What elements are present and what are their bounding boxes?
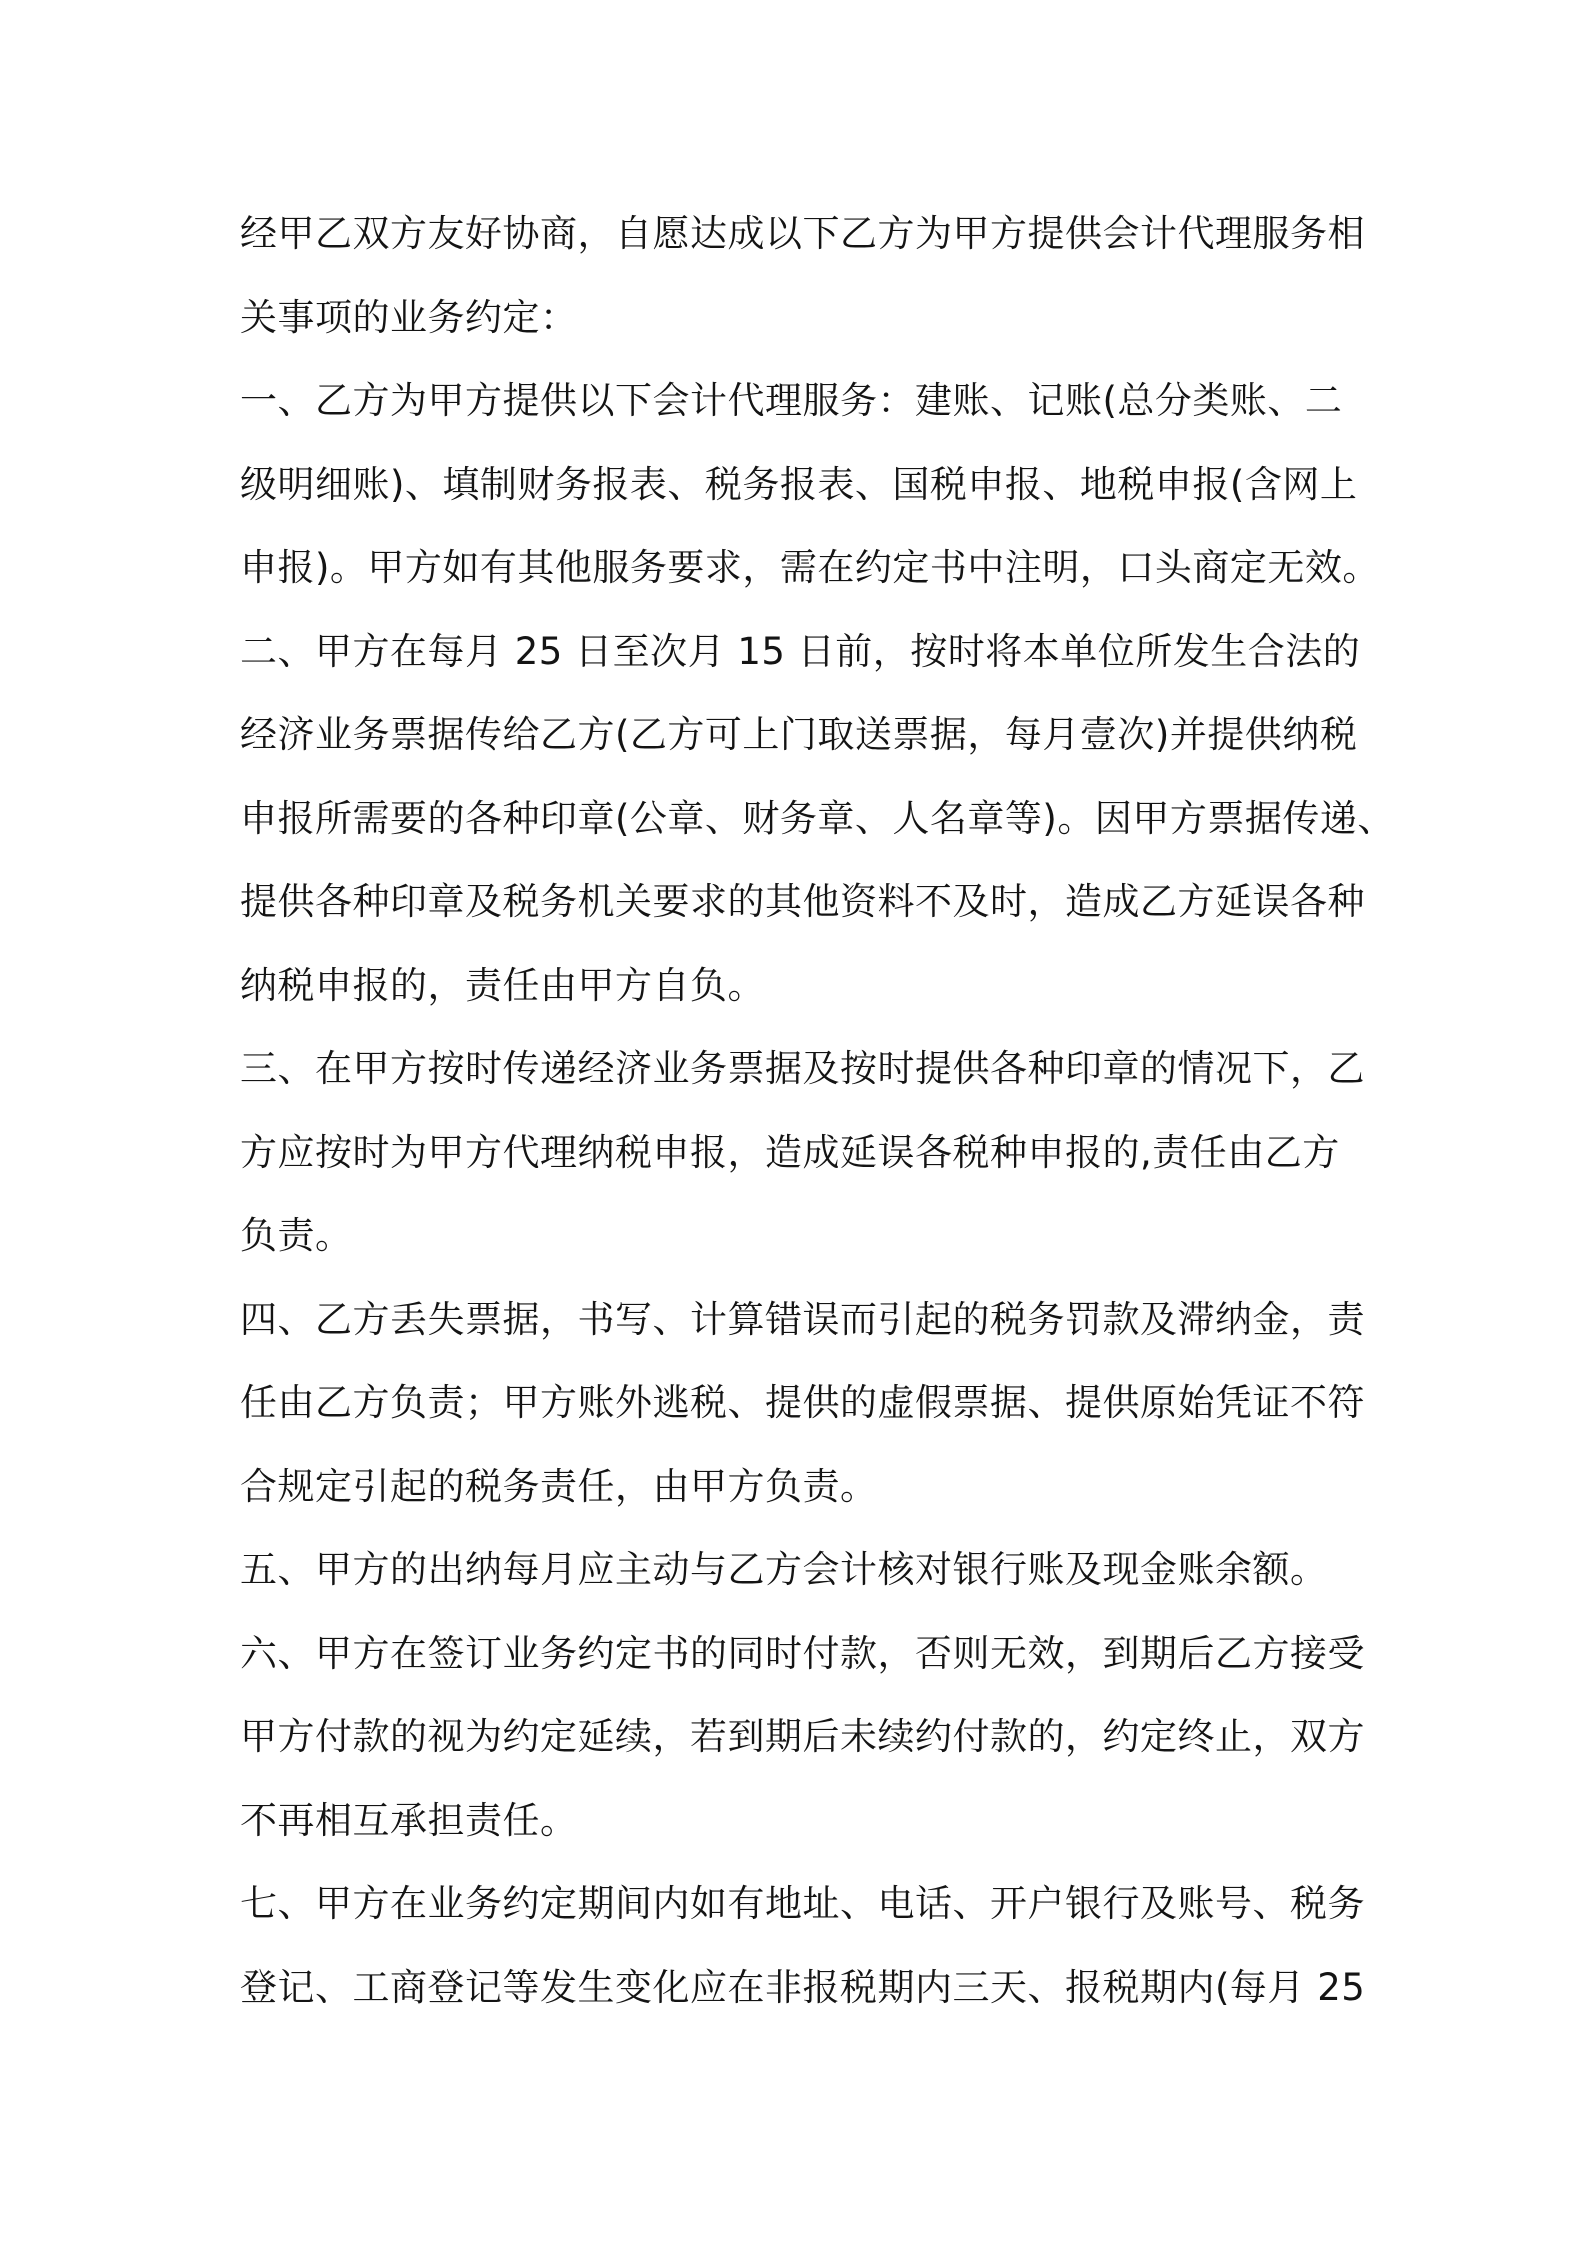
text-line: 级明细账)、填制财务报表、税务报表、国税申报、地税申报(含网上 bbox=[240, 462, 1358, 506]
text-line: 五、甲方的出纳每月应主动与乙方会计核对银行账及现金账余额。 bbox=[240, 1548, 1328, 1591]
text-line: 七、甲方在业务约定期间内如有地址、电话、开户银行及账号、税务 bbox=[240, 1882, 1365, 1925]
text-line: 纳税申报的，责任由甲方自负。 bbox=[240, 963, 765, 1007]
text-line: 甲方付款的视为约定延续，若到期后未续约付款的，约定终止，双方 bbox=[240, 1715, 1365, 1758]
text-line: 四、乙方丢失票据，书写、计算错误而引起的税务罚款及滞纳金，责 bbox=[240, 1297, 1365, 1341]
document-body bbox=[240, 192, 1395, 2029]
text-line: 经济业务票据传给乙方(乙方可上门取送票据，每月壹次)并提供纳税 bbox=[240, 713, 1358, 756]
text-line: 登记、工商登记等发生变化应在非报税期内三天、报税期内(每月 25 bbox=[240, 1965, 1366, 2009]
text-line: 不再相互承担责任。 bbox=[240, 1798, 578, 1842]
text-line: 申报)。甲方如有其他服务要求，需在约定书中注明，口头商定无效。 bbox=[240, 546, 1380, 589]
text-line: 三、在甲方按时传递经济业务票据及按时提供各种印章的情况下，乙 bbox=[240, 1047, 1365, 1090]
text-line: 申报所需要的各种印章(公章、财务章、人名章等)。因甲方票据传递、 bbox=[240, 796, 1395, 840]
text-line: 经甲乙双方友好协商，自愿达成以下乙方为甲方提供会计代理服务相 bbox=[240, 212, 1365, 255]
text-line: 二、甲方在每月 25 日至次月 15 日前，按时将本单位所发生合法的 bbox=[240, 629, 1361, 673]
text-line: 任由乙方负责；甲方账外逃税、提供的虚假票据、提供原始凭证不符 bbox=[240, 1381, 1365, 1424]
text-line: 方应按时为甲方代理纳税申报，造成延误各税种申报的,责任由乙方 bbox=[240, 1130, 1340, 1174]
text-line: 六、甲方在签订业务约定书的同时付款，否则无效，到期后乙方接受 bbox=[240, 1631, 1365, 1675]
text-line: 提供各种印章及税务机关要求的其他资料不及时，造成乙方延误各种 bbox=[240, 880, 1365, 923]
text-line: 一、乙方为甲方提供以下会计代理服务：建账、记账(总分类账、二 bbox=[240, 379, 1343, 422]
text-line: 负责。 bbox=[240, 1214, 353, 1257]
text-line: 关事项的业务约定： bbox=[240, 295, 578, 339]
text-line: 合规定引起的税务责任，由甲方负责。 bbox=[240, 1464, 878, 1508]
